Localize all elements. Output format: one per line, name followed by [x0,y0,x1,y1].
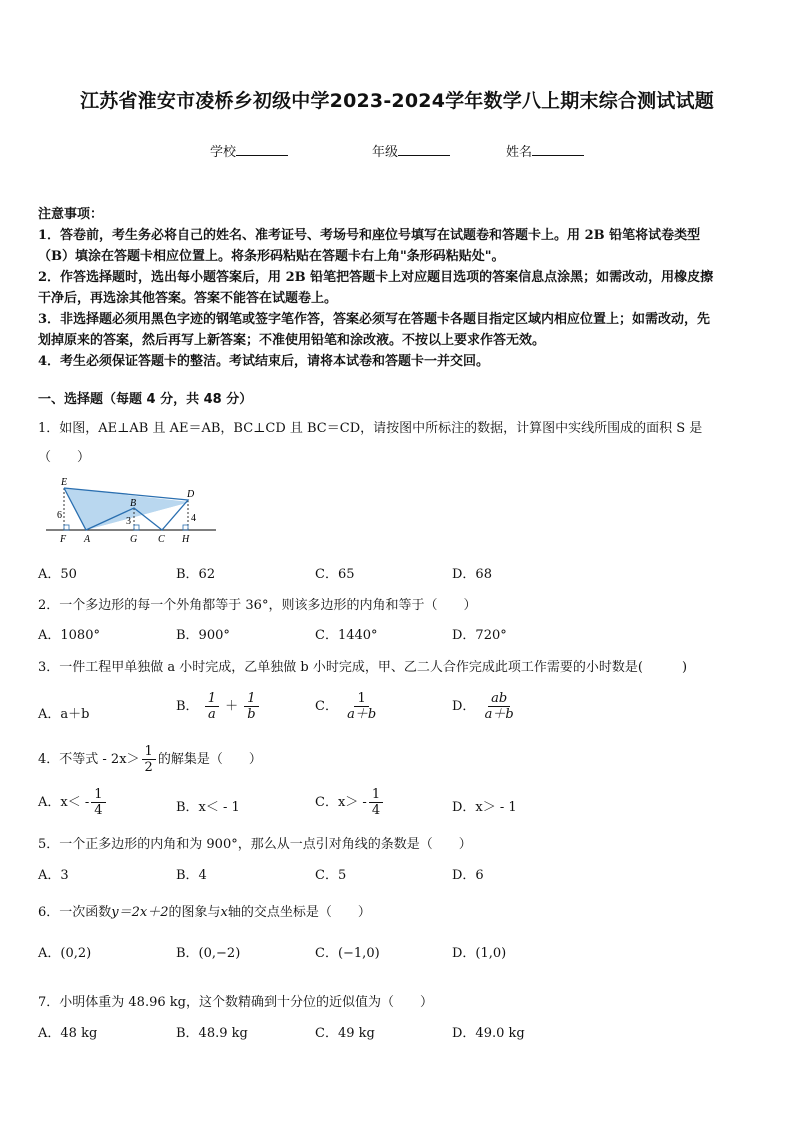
q5-option-a: A．3 [38,868,69,883]
q6-option-a: A．(0,2) [38,946,92,961]
fraction: $\frac{1}{a}$ [205,691,219,722]
q4-option-a: A．x＜ - $\frac{1}{4}$ [38,787,108,818]
formula: y＝2x＋2 [111,905,169,920]
page-title: 江苏省淮安市凌桥乡初级中学2023-2024学年数学八上期末综合测试试题 [80,90,714,112]
label-4: 4 [191,513,196,524]
q4-option-c: C．x＞ - $\frac{1}{4}$ [315,787,385,818]
q4-option-d: D．x＞ - 1 [452,800,517,815]
label-D: D [187,489,195,500]
label-C: C [158,534,165,545]
question-5-stem: 5．一个正多边形的内角和为 900°，那么从一点引对角线的条数是（ ） [38,837,472,852]
q2-option-d: D．720° [452,628,507,643]
label-G: G [130,534,138,545]
q1-option-b: B．62 [176,567,216,582]
question-2-stem: 2．一个多边形的每一个外角都等于 36°，则该多边形的内角和等于（ ） [38,598,477,613]
label-A: A [84,534,91,545]
notice-line: 划掉原来的答案，然后再写上新答案；不准使用铅笔和涂改液。不按以上要求作答无效。 [38,333,546,348]
q2-option-c: C．1440° [315,628,378,643]
question-4-stem: 4．不等式 - 2x＞ $\frac{1}{2}$ 的解集是（ ） [38,744,262,775]
notice-line: 干净后，再选涂其他答案。答案不能答在试题卷上。 [38,291,338,306]
label-H: H [182,534,190,545]
notice-line: （B）填涂在答题卡相应位置上。将条形码粘贴在答题卡右上角"条形码粘贴处"。 [38,249,505,264]
q2-option-a: A．1080° [38,628,100,643]
label-B: B [130,498,137,509]
fraction: $\frac{1}{a+b}$ [347,691,377,722]
fraction: $\frac{1}{4}$ [91,787,105,818]
notice-line: 3．非选择题必须用黑色字迹的钢笔或签字笔作答，答案必须写在答题卡各题目指定区域内相应位置上；如需改动，先 [38,312,711,327]
notice-heading: 注意事项： [38,207,104,222]
q3-option-d: D． $\frac{ab}{a+b}$ [452,691,519,722]
question-6-stem: 6．一次函数y＝2x＋2的图象与x轴的交点坐标是（ ） [38,905,371,920]
q6-option-b: B．(0,−2) [176,946,241,961]
q6-option-c: C．(−1,0) [315,946,380,961]
q7-option-b: B．48.9 kg [176,1026,248,1041]
label-F: F [60,534,67,545]
q2-option-b: B．900° [176,628,230,643]
fraction: $\frac{1}{4}$ [369,787,383,818]
question-7-stem: 7．小明体重为 48.96 kg，这个数精确到十分位的近似值为（ ） [38,995,433,1010]
q7-option-d: D．49.0 kg [452,1026,525,1041]
notice-line: 1．答卷前，考生务必将自己的姓名、准考证号、考场号和座位号填写在试题卷和答题卡上。用 2B 铅笔将试卷类型 [38,228,701,243]
q1-option-a: A．50 [38,567,77,582]
question-3-stem: 3．一件工程甲单独做 a 小时完成，乙单独做 b 小时完成，甲、乙二人合作完成此项工作需要的小时数是( ) [38,660,688,675]
q5-option-b: B．4 [176,868,207,883]
q5-option-d: D．6 [452,868,484,883]
q6-option-d: D．(1,0) [452,946,507,961]
fraction: $\frac{1}{b}$ [244,691,258,722]
notice-line: 4．考生必须保证答题卡的整洁。考试结束后，请将本试卷和答题卡一并交回。 [38,354,490,369]
q3-option-a: A．a＋b [38,707,90,722]
label-6: 6 [57,510,62,521]
question-1-paren: （ ） [38,450,91,465]
label-3: 3 [126,516,131,527]
question-1-figure [44,474,219,546]
q1-option-c: C．65 [315,567,355,582]
label-E: E [61,477,68,488]
q4-option-b: B．x＜ - 1 [176,800,240,815]
school-field: 学校 [210,141,288,160]
grade-field: 年级 [372,141,450,160]
question-1-stem: 1．如图，AE⊥AB 且 AE＝AB，BC⊥CD 且 BC＝CD，请按图中所标注的数据，计算图中实线所围成的面积 S 是 [38,421,703,436]
q7-option-a: A．48 kg [38,1026,98,1041]
q7-option-c: C．49 kg [315,1026,375,1041]
fraction: $\frac{1}{2}$ [142,744,156,775]
q1-option-d: D．68 [452,567,492,582]
fraction: $\frac{ab}{a+b}$ [484,691,514,722]
name-field: 姓名 [506,141,584,160]
q5-option-c: C．5 [315,868,347,883]
q3-option-c: C． $\frac{1}{a+b}$ [315,691,381,722]
section-heading: 一、选择题（每题 4 分，共 48 分） [38,392,253,407]
q3-option-b: B． $\frac{1}{a}$ ＋ $\frac{1}{b}$ [176,691,261,722]
notice-line: 2．作答选择题时，选出每小题答案后，用 2B 铅笔把答题卡上对应题目选项的答案信息点涂黑；如需改动，用橡皮擦 [38,270,714,285]
